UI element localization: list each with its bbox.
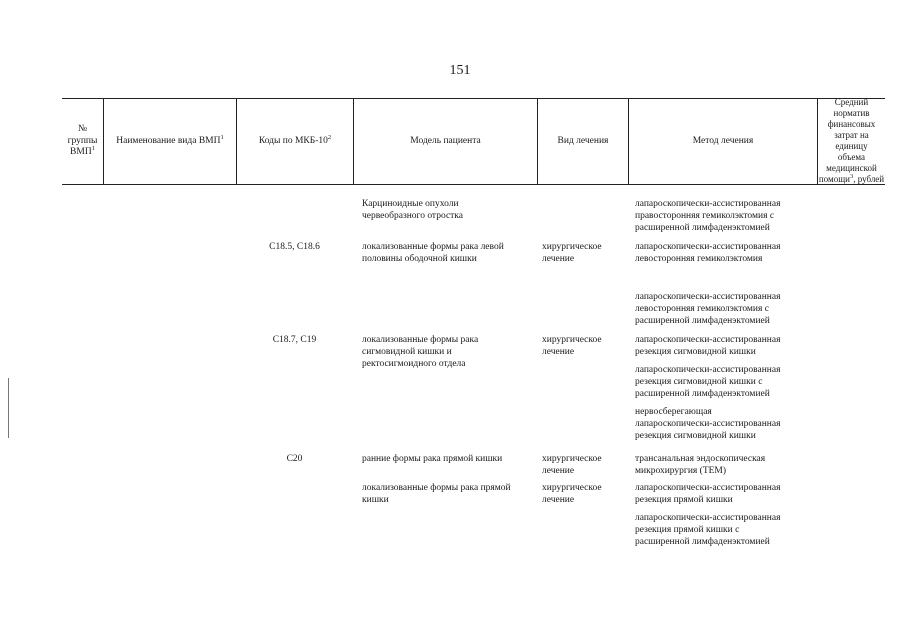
patient-model-cell: локализованные формы рака прямой кишки bbox=[362, 483, 511, 505]
treatment-method-cell: лапароскопически-ассистированная левосторонняя гемиколэктомия bbox=[635, 242, 781, 264]
scan-artifact-line bbox=[8, 378, 9, 438]
header-cost-norm: Средний норматив финансовых затрат на единицу объема медицинской помощи$^3$, рублей bbox=[818, 97, 885, 184]
icd-code-cell: C18.5, C18.6 bbox=[269, 242, 320, 252]
treatment-type-cell: хирургическое лечение bbox=[542, 335, 602, 357]
treatment-method-cell: лапароскопически-ассистированная резекция прямой кишки с расширенной лимфаденэктомией bbox=[635, 513, 781, 547]
treatment-method-cell: лапароскопически-ассистированная правосторонняя гемиколэктомия с расширенной лимфаденэктомией bbox=[635, 199, 781, 233]
treatment-method-cell: трансанальная эндоскопическая микрохирургия (ТЕМ) bbox=[635, 454, 766, 476]
treatment-method-cell: лапароскопически-ассистированная резекция прямой кишки bbox=[635, 483, 781, 505]
header-treatment-method: Метод лечения bbox=[692, 135, 754, 146]
treatment-method-cell: лапароскопически-ассистированная резекция сигмовидной кишки bbox=[635, 335, 781, 357]
header-group-number: № группы ВМП$^1$ bbox=[67, 124, 98, 158]
patient-model-cell: Карциноидные опухоли червеобразного отростка bbox=[362, 199, 463, 221]
header-bottom-border bbox=[62, 184, 885, 185]
page-number: 151 bbox=[449, 63, 471, 78]
patient-model-cell: локализованные формы рака левой половины ободочной кишки bbox=[362, 242, 504, 264]
treatment-type-cell: хирургическое лечение bbox=[542, 242, 602, 264]
treatment-type-cell: хирургическое лечение bbox=[542, 454, 602, 476]
treatment-type-cell: хирургическое лечение bbox=[542, 483, 602, 505]
treatment-method-cell: лапароскопически-ассистированная резекция сигмовидной кишки с расширенной лимфаденэктомией bbox=[635, 365, 781, 399]
header-vmp-name: Наименование вида ВМП$^1$ bbox=[116, 133, 224, 146]
icd-code-cell: C18.7, C19 bbox=[272, 335, 317, 345]
icd-code-cell: C20 bbox=[286, 454, 303, 464]
header-patient-model: Модель пациента bbox=[410, 135, 481, 146]
header-icd-codes: Коды по МКБ-$10^2$ bbox=[258, 133, 332, 146]
treatment-method-cell: лапароскопически-ассистированная левосторонняя гемиколэктомия с расширенной лимфаденэктомией bbox=[635, 292, 781, 326]
treatment-method-cell: нервосберегающая лапароскопически-ассистированная резекция сигмовидной кишки bbox=[635, 407, 781, 441]
header-treatment-type: Вид лечения bbox=[557, 135, 609, 146]
patient-model-cell: ранние формы рака прямой кишки bbox=[362, 454, 503, 464]
patient-model-cell: локализованные формы рака сигмовидной кишки и ректосигмоидного отдела bbox=[362, 335, 479, 369]
